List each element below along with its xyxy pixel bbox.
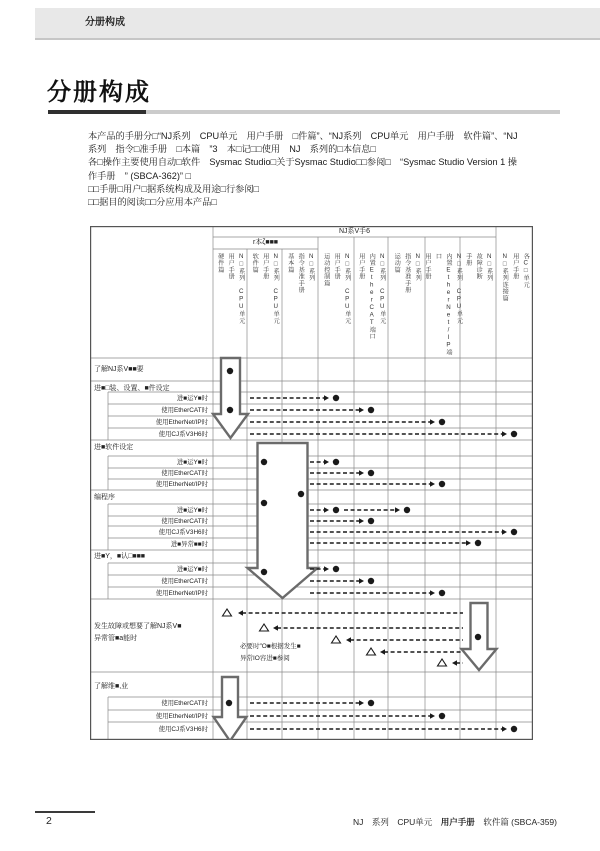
manual-column-title-line: 故障诊断 [475,253,483,280]
intro-line: 本产品的手册分□“NJ系列 CPU单元 用户手册 □件篇”、“NJ系列 CPU单元 用户手册 软件篇”、“NJ [88,131,518,141]
row-label-sub: 使用CJ系V3H6时 [158,431,208,438]
manual-column-title-line: 内置EtherCAT端口 [368,253,376,340]
row-label-group: 进■□装、设置、■件设定 [94,385,170,392]
row-label-sub: 进■异常■■时 [170,541,208,548]
intro-line: 系列 指令□准手册 □本篇 ”3 本□记□□使用 NJ 系列的□本信息□ [88,144,376,155]
row-label-group: 发生故障或想要了解NJ系V■ [94,623,182,630]
row-label-group: 进■Y，■认□■■■ [94,553,146,560]
manual-column-title-line: 用户手册 [261,253,269,280]
manual-column-title-line: 指令基准手册 [403,253,411,294]
manual-column-title-line: 内置EtherNet/IP端口 [434,253,452,356]
intro-line: 各□操作主要使用自动□软件 Sysmac Studio□关于Sysmac Studio□□参阅□ “Sysmac Studio Version 1 操 [88,157,517,168]
manual-column-header [247,253,282,359]
row-label-sub: 进■运Y■时 [176,395,208,402]
footer-doc-edition: 软件篇 (SBCA-359) [483,817,557,827]
footer-doc-series: NJ 系列 CPU单元 [352,817,433,827]
manual-column-header [424,253,463,359]
row-label-sub: 使用EtherCAT时 [161,470,208,477]
manual-column-title-line: 用户手册 [227,253,235,280]
title-rule-light [146,110,560,114]
manual-column-title-line: N□系列 CPU单元 [237,253,245,324]
row-label-sub: 使用EtherNet/IP时 [155,713,208,720]
footer-rule [35,811,95,813]
row-label-group: 编程序 [94,494,115,501]
manual-column-header [282,253,318,359]
row-label-group: 异常管■a能时 [94,635,138,642]
manual-column-title-line: 运动篇 [393,253,401,274]
row-label-sub: 使用EtherCAT时 [161,578,208,585]
intro-line: 作手册 ” (SBCA-362)” □ [88,170,192,181]
manual-column-title-line: 硬件篇 [216,253,224,274]
row-label-note: 异常IO容进■参阅 [240,655,290,662]
manual-column-title-line: 各C□单元 [522,253,530,289]
row-label-sub: 进■运Y■时 [176,566,208,573]
table-group-header: NJ系V手6 [338,228,371,235]
intro-line: □□手册□用户□据系统构成及用途□行参阅□ [88,183,260,194]
row-label-note: 必要时″O■根据发生■ [240,643,301,650]
row-label-sub: 使用EtherNet/IP时 [155,590,208,597]
row-label-sub: 进■运Y■时 [176,507,208,514]
manual-selection-table [90,226,533,740]
manual-column-title-line: 软件篇 [251,253,259,274]
row-label-sub: 使用CJ系V3H6时 [158,529,208,536]
row-label-sub: 使用EtherCAT时 [161,518,208,525]
manual-column-header [460,253,496,359]
row-label-sub: 进■运Y■时 [176,459,208,466]
manual-column-title-line: N□系列 [307,253,315,282]
basic-manuals-header: r本ζ■■■ [252,239,279,246]
page-header-band [35,8,600,40]
manual-column-title-line: N□系列 [485,253,493,282]
manual-column-title-line: 用户手册 [333,253,341,280]
manual-column-title-line: 用户手册 [424,253,431,280]
row-label-sub: 使用EtherNet/IP时 [155,481,208,488]
manual-column-title-line: 用户手册 [511,253,519,280]
manual-column-header [354,253,388,359]
manual-column-title-line: N□系列 CPU单元 [272,253,280,324]
row-label-group: 了解NJ系V■■要 [94,366,144,373]
intro-paragraph [88,130,593,209]
title-rule-dark [48,110,146,114]
manual-column-header [388,253,425,359]
page-number: 2 [46,815,52,827]
manual-column-title-line: N□系列连接篇 [501,253,509,302]
row-label-group: 了解维■,业 [94,683,129,690]
manual-column-header [496,253,533,359]
manual-column-header [213,253,247,359]
manual-column-title-line: N□系列 CPU单元 [378,253,386,324]
manual-column-title-line: 运动控制篇 [322,253,330,287]
manual-column-title-line: 手册 [464,253,472,267]
manual-column-title-line: 指令基准手册 [297,253,305,294]
page-title: 分册构成 [47,79,151,106]
manual-column-header [318,253,354,359]
footer-doc-manual: 用户手册 [440,817,475,827]
manual-column-title-line: N□系列 CPU单元 [455,253,463,324]
row-label-sub: 使用EtherCAT时 [161,700,208,707]
footer-doc-reference [353,816,557,828]
row-label-sub: 使用EtherCAT时 [161,407,208,414]
manual-column-title-line: 用户手册 [357,253,365,280]
row-label-sub: 使用EtherNet/IP时 [155,419,208,426]
header-tab-label: 分册构成 [85,17,125,28]
manual-column-title-line: 基本篇 [286,253,294,274]
intro-line: □□据目的阅读□□分应用本产品□ [88,197,217,208]
row-label-sub: 使用CJ系V3H6时 [158,726,208,733]
manual-column-title-line: N□系列 [414,253,422,282]
row-label-group: 进■软件设定 [94,444,134,451]
manual-column-title-line: N□系列 CPU单元 [343,253,351,324]
